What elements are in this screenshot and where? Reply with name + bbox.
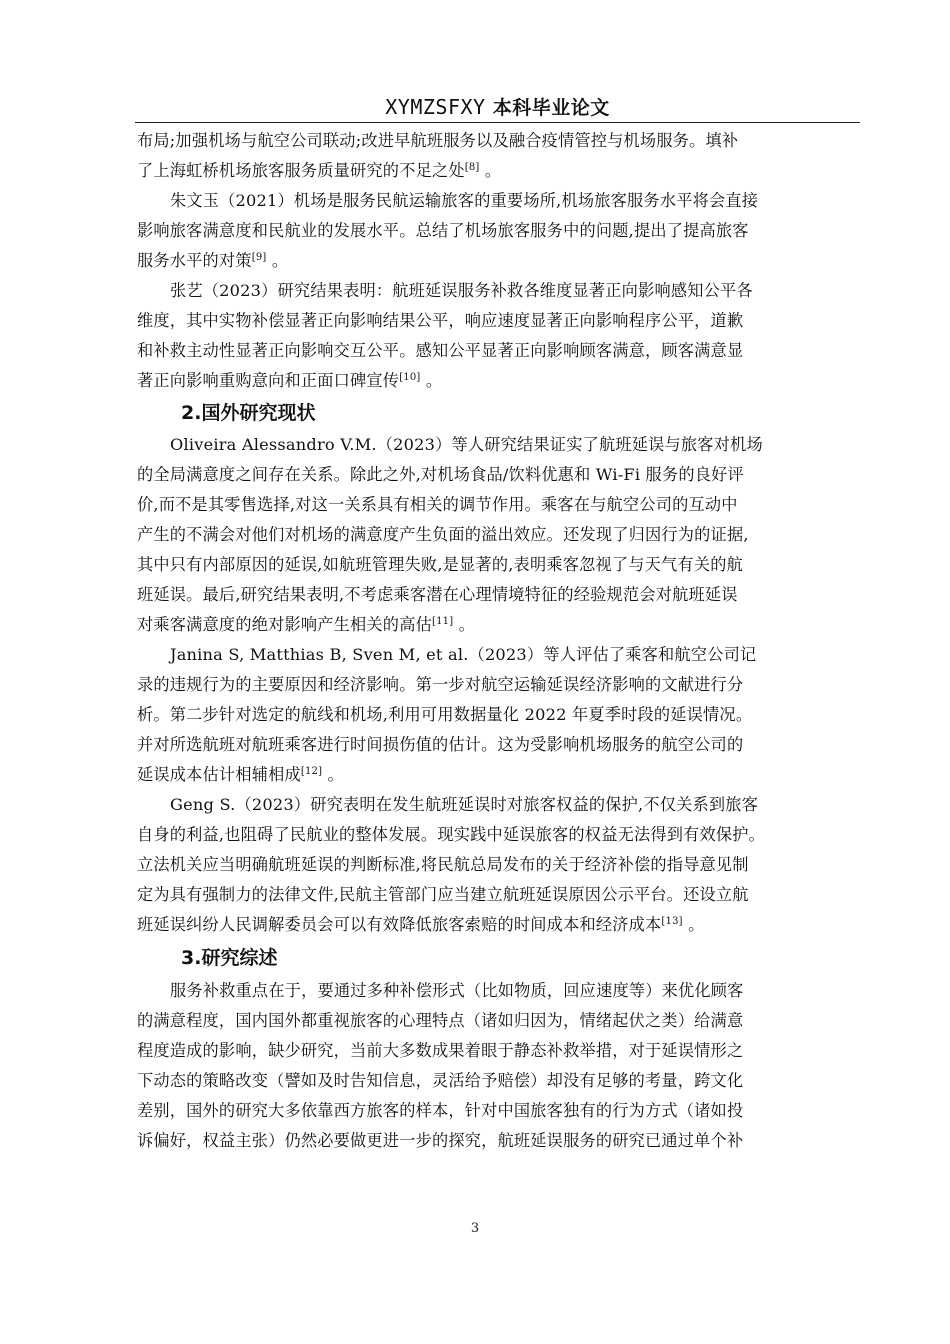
- header-latin: XYMZSFXY: [385, 95, 486, 119]
- citation: [12]: [300, 766, 323, 777]
- paragraph: 布局;加强机场与航空公司联动;改进早航班服务以及融合疫情管控与机场服务。填补 了上海虹桥机场旅客服务质量研究的不足之处[8] 。: [137, 131, 739, 180]
- citation: [8]: [464, 162, 480, 173]
- citation: [11]: [431, 616, 454, 627]
- paragraph: 服务补救重点在于，要通过多种补偿形式（比如物质，回应速度等）来优化顾客 的满意程度，国内国外都重视旅客的心理特点（诸如归因为，情绪起伏之类）给满意 程度造成的影响，缺少研究，当前大多数成果着眼于静态补救举措，对于延误情形之 下动态的策略改变（譬如及时告知信息，灵活给予赔偿）却没有足够的考量，跨文化 差别，国外的研究大多依靠西方旅客的样本，针对中国旅客独有的行为方式（诸如投 诉偏好，权益主张）仍然必要做更进一步的探究，航班延误服务的研究已通过单个补: [137, 981, 744, 1150]
- paragraph: Geng S.（2023）研究表明在发生航班延误时对旅客权益的保护,不仅关系到旅客 自身的利益,也阻碍了民航业的整体发展。现实践中延误旅客的权益无法得到有效保护。 立法机关应当明确航班延误的判断标准,将民航总局发布的关于经济补偿的指导意见制 定为具有强制力的法律文件,民航主管部门应当建立航班延误原因公示平台。还设立航 班延误纠纷人民调解委员会可以有效降低旅客索赔的时间成本和经济成本[13] 。: [137, 795, 766, 934]
- running-header: [135, 92, 860, 123]
- header-rule: [135, 122, 860, 123]
- body-text: [137, 126, 851, 1156]
- paragraph: Janina S, Matthias B, Sven M, et al.（2023）等人评估了乘客和航空公司记 录的违规行为的主要原因和经济影响。第一步对航空运输延误经济影响的文献进行分 析。第二步针对选定的航线和机场,利用可用数据量化 2022 年夏季时段的延误情况。 并对所选航班对航班乘客进行时间损伤值的估计。这为受影响机场服务的航空公司的 延误成本估计相辅相成[12] 。: [137, 645, 757, 784]
- citation: [10]: [399, 372, 421, 383]
- citation: [9]: [251, 252, 267, 263]
- page-number: 3: [470, 1221, 480, 1236]
- section-heading: 3.研究综述: [181, 947, 278, 969]
- header-chinese: 本科毕业论文: [492, 97, 610, 119]
- section-heading: 2.国外研究现状: [181, 402, 316, 424]
- paragraph: 张艺（2023）研究结果表明：航班延误服务补救各维度显著正向影响感知公平各 维度，其中实物补偿显著正向影响结果公平，响应速度显著正向影响程序公平，道歉 和补救主动性显著正向影响交互公平。感知公平显著正向影响顾客满意，顾客满意显 著正向影响重购意向和正面口碑宣传[10] 。: [137, 281, 753, 390]
- paragraph: Oliveira Alessandro V.M.（2023）等人研究结果证实了航班延误与旅客对机场 的全局满意度之间存在关系。除此之外,对机场食品/饮料优惠和 Wi-Fi 服务的良好评 价,而不是其零售选择,对这一关系具有相关的调节作用。乘客在与航空公司的互动中 产生的不满会对他们对机场的满意度产生负面的溢出效应。还发现了归因行为的证据, 其中只有内部原因的延误,如航班管理失败,是显著的,表明乘客忽视了与天气有关的航 班延误。最后,研究结果表明,不考虑乘客潜在心理情境特征的经验规范会对航班延误 对乘客满意度的绝对影响产生相关的高估[11] 。: [137, 435, 763, 634]
- paragraph: 朱文玉（2021）机场是服务民航运输旅客的重要场所,机场旅客服务水平将会直接 影响旅客满意度和民航业的发展水平。总结了机场旅客服务中的问题,提出了提高旅客 服务水平的对策[9] 。: [137, 191, 759, 270]
- citation: [13]: [661, 916, 683, 927]
